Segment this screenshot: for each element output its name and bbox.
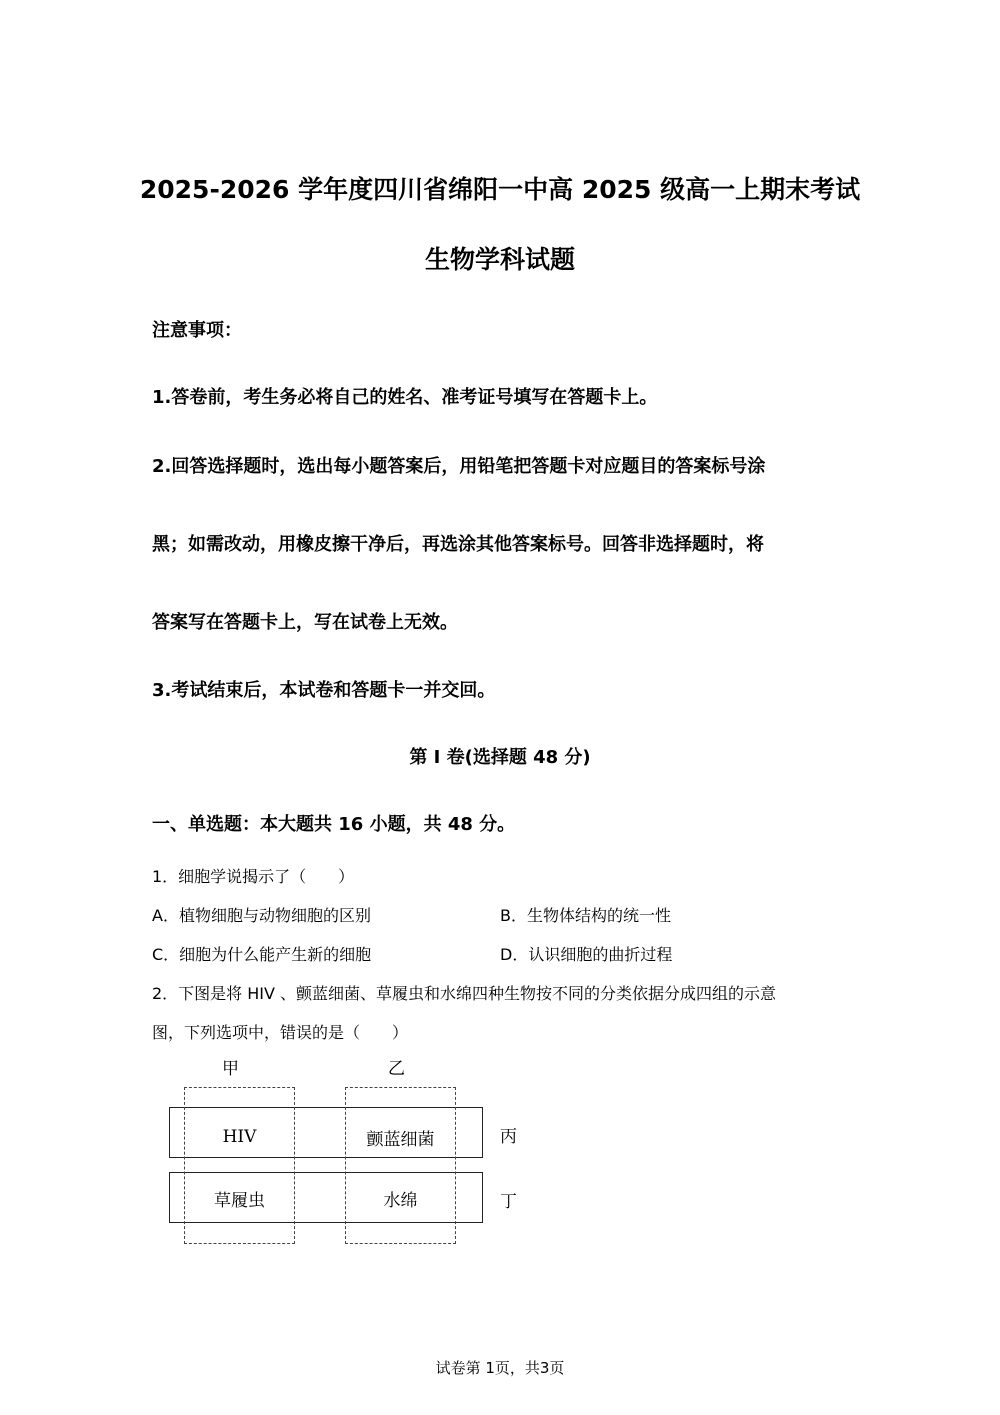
diagram-label-ding: 丁 (500, 1192, 517, 1212)
question-2-stem-line-1: 2．下图是将 HIV 、颤蓝细菌、草履虫和水绵四种生物按不同的分类依据分成四组的示意 (152, 984, 777, 1003)
notice-item-3: 3.考试结束后，本试卷和答题卡一并交回。 (152, 680, 496, 701)
organism-hiv: HIV (222, 1127, 257, 1147)
question-1-stem: 1．细胞学说揭示了（ ） (152, 867, 355, 886)
volume-title: 第 I 卷(选择题 48 分) (409, 747, 591, 768)
page-footer: 试卷第 1页，共3页 (435, 1359, 565, 1377)
question-1-option-d: D．认识细胞的曲折过程 (500, 945, 673, 964)
organism-shuimian: 水绵 (383, 1191, 418, 1211)
part-title: 一、单选题：本大题共 16 小题，共 48 分。 (152, 814, 516, 835)
question-2-stem-line-2: 图，下列选项中，错误的是（ ） (152, 1023, 409, 1042)
notice-heading: 注意事项： (152, 320, 242, 341)
notice-item-2-line-3: 答案写在答题卡上，写在试卷上无效。 (152, 612, 458, 633)
question-1-option-c: C．细胞为什么能产生新的细胞 (152, 945, 372, 964)
diagram-label-jia: 甲 (222, 1059, 239, 1079)
question-1-option-b: B．生物体结构的统一性 (500, 906, 671, 925)
organism-lanxijun: 颤蓝细菌 (366, 1130, 435, 1150)
group-yi-box (345, 1087, 456, 1244)
notice-item-2-line-1: 2.回答选择题时，选出每小题答案后，用铅笔把答题卡对应题目的答案标号涂 (152, 456, 766, 477)
exam-title: 2025-2026 学年度四川省绵阳一中高 2025 级高一上期末考试 (139, 175, 861, 204)
diagram-label-yi: 乙 (388, 1059, 405, 1079)
organism-caolvchong: 草履虫 (214, 1191, 265, 1211)
exam-subtitle: 生物学科试题 (424, 245, 575, 274)
notice-item-2-line-2: 黑；如需改动，用橡皮擦干净后，再选涂其他答案标号。回答非选择题时，将 (152, 534, 764, 555)
group-jia-box (184, 1087, 295, 1244)
diagram-label-bing: 丙 (500, 1127, 517, 1147)
question-1-option-a: A．植物细胞与动物细胞的区别 (152, 906, 371, 925)
notice-item-1: 1.答卷前，考生务必将自己的姓名、准考证号填写在答题卡上。 (152, 387, 658, 408)
